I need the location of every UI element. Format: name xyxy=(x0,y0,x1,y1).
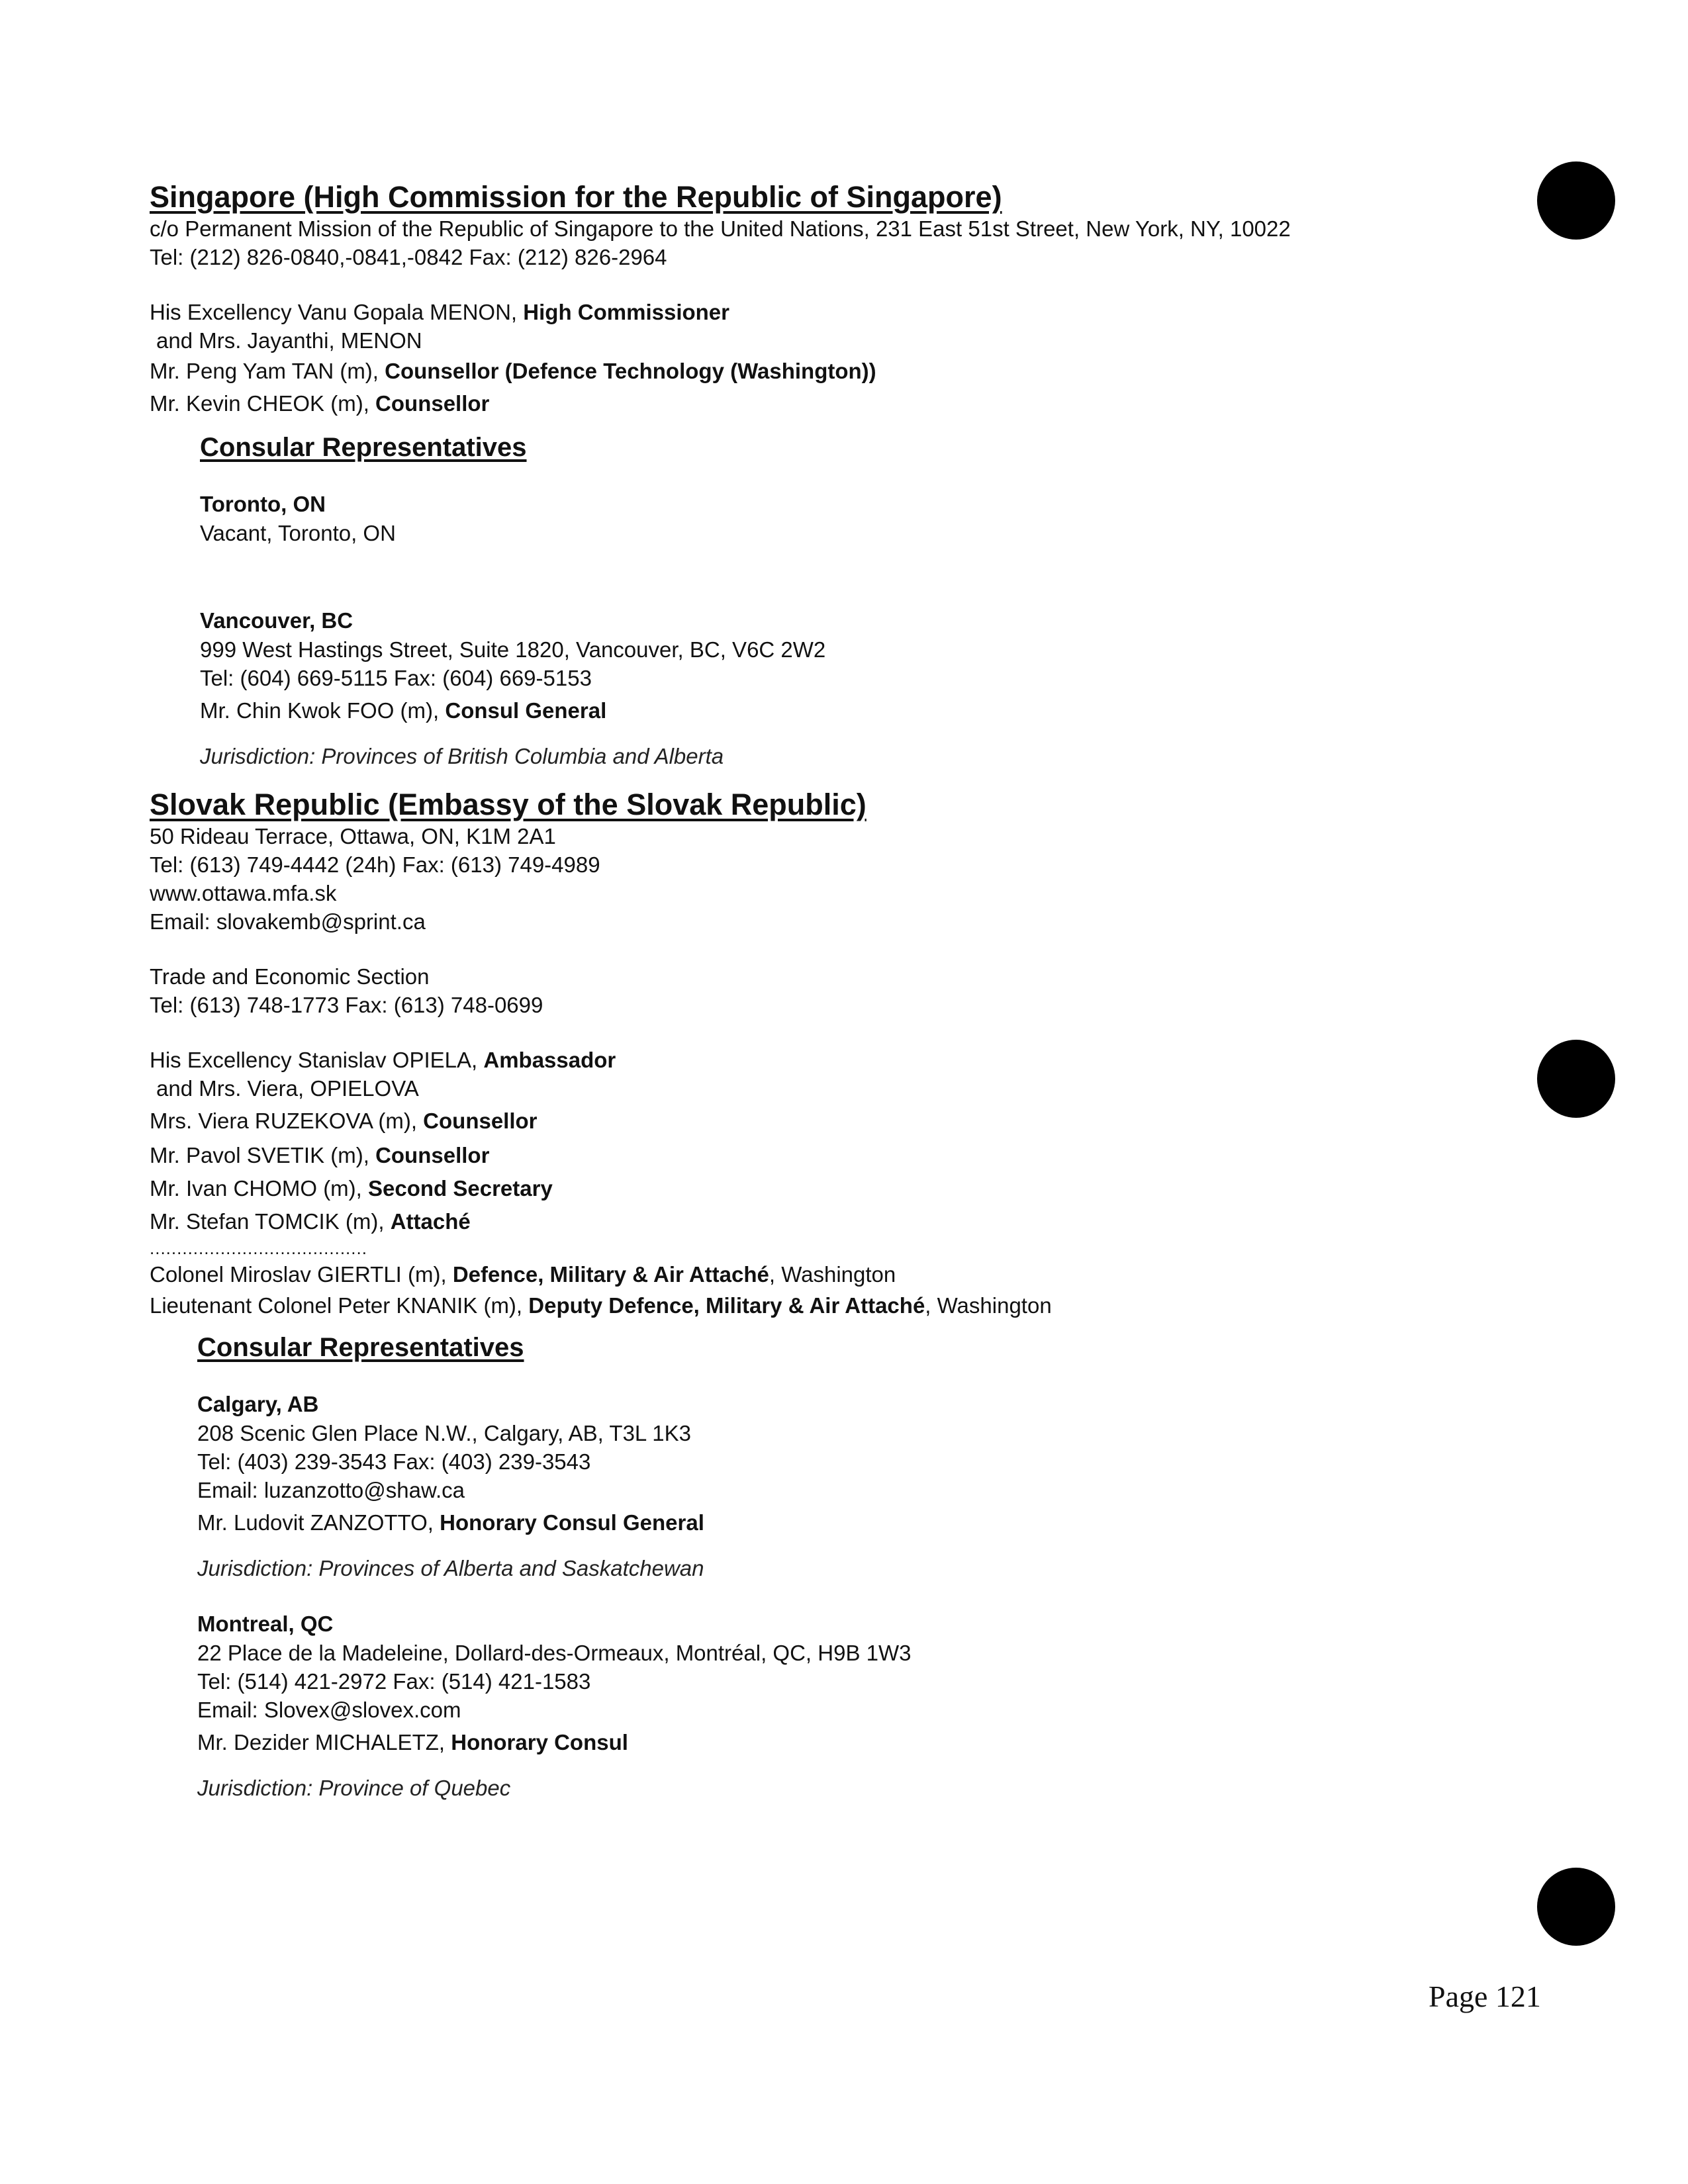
embassy-line: Tel: (613) 749-4442 (24h) Fax: (613) 749-4989 xyxy=(150,852,600,877)
consulate-person: Mr. Dezider MICHALETZ, Honorary Consul xyxy=(197,1730,628,1754)
consulate-jurisdiction: Jurisdiction: Provinces of Alberta and Saskatchewan xyxy=(197,1556,704,1580)
embassy-line: Email: slovakemb@sprint.ca xyxy=(150,909,426,934)
consulate-city: Montreal, QC xyxy=(197,1612,334,1636)
staff-entry: and Mrs. Jayanthi, MENON xyxy=(156,328,422,353)
staff-entry: Mr. Pavol SVETIK (m), Counsellor xyxy=(150,1143,490,1167)
singapore-address: c/o Permanent Mission of the Republic of Singapore to the United Nations, 231 East 51st Street, New York, NY, 10022 xyxy=(150,216,1291,241)
staff-entry: Mr. Stefan TOMCIK (m), Attaché xyxy=(150,1209,471,1234)
consulate-line: Email: Slovex@slovex.com xyxy=(197,1698,461,1722)
embassy-line: 50 Rideau Terrace, Ottawa, ON, K1M 2A1 xyxy=(150,824,556,848)
slovakia-consular-section xyxy=(150,1333,1507,1802)
binder-hole xyxy=(1537,1040,1615,1118)
singapore-staff-list xyxy=(150,298,1507,420)
consulate-city: Vancouver, BC xyxy=(200,608,353,633)
staff-entry: and Mrs. Viera, OPIELOVA xyxy=(156,1076,419,1101)
consulate-line: Tel: (403) 239-3543 Fax: (403) 239-3543 xyxy=(197,1449,591,1474)
staff-entry: Mr. Kevin CHEOK (m), Counsellor xyxy=(150,391,490,416)
binder-hole xyxy=(1537,161,1615,240)
staff-entry: Mr. Peng Yam TAN (m), Counsellor (Defence Technology (Washington)) xyxy=(150,359,876,383)
slovakia-staff-list xyxy=(150,1046,1507,1238)
military-entry: Colonel Miroslav GIERTLI (m), Defence, Military & Air Attaché, Washington xyxy=(150,1262,896,1287)
consulate-jurisdiction: Jurisdiction: Province of Quebec xyxy=(197,1776,511,1800)
staff-entry: His Excellency Stanislav OPIELA, Ambassador xyxy=(150,1048,616,1072)
trade-line: Trade and Economic Section xyxy=(150,964,430,989)
consulate-city: Calgary, AB xyxy=(197,1392,319,1416)
consulate-line: 208 Scenic Glen Place N.W., Calgary, AB, T3L 1K3 xyxy=(197,1421,691,1445)
consulate-line: Vacant, Toronto, ON xyxy=(200,521,396,545)
consulate-line: 999 West Hastings Street, Suite 1820, Vancouver, BC, V6C 2W2 xyxy=(200,637,826,662)
staff-entry: Mr. Ivan CHOMO (m), Second Secretary xyxy=(150,1176,553,1201)
separator-dots: ........................................ xyxy=(150,1238,367,1258)
consulate-city: Toronto, ON xyxy=(200,492,326,516)
singapore-consular-section xyxy=(150,433,1507,770)
trade-line: Tel: (613) 748-1773 Fax: (613) 748-0699 xyxy=(150,993,543,1017)
page-number: Page 121 xyxy=(1429,1979,1541,2013)
consulate-line: 22 Place de la Madeleine, Dollard-des-Ormeaux, Montréal, QC, H9B 1W3 xyxy=(197,1641,912,1665)
consulate-jurisdiction: Jurisdiction: Provinces of British Columbia and Alberta xyxy=(200,744,724,768)
country-heading-slovakia: Slovak Republic (Embassy of the Slovak Republic) xyxy=(150,788,867,821)
consulate-line: Email: luzanzotto@shaw.ca xyxy=(197,1478,465,1502)
singapore-phone: Tel: (212) 826-0840,-0841,-0842 Fax: (212) 826-2964 xyxy=(150,245,667,269)
staff-entry: His Excellency Vanu Gopala MENON, High Commissioner xyxy=(150,300,729,324)
consulate-person: Mr. Ludovit ZANZOTTO, Honorary Consul General xyxy=(197,1510,704,1535)
staff-entry: Mrs. Viera RUZEKOVA (m), Counsellor xyxy=(150,1109,538,1133)
consulate-line: Tel: (514) 421-2972 Fax: (514) 421-1583 xyxy=(197,1669,591,1694)
military-entry: Lieutenant Colonel Peter KNANIK (m), Deputy Defence, Military & Air Attaché, Washington xyxy=(150,1293,1052,1318)
consulate-person: Mr. Chin Kwok FOO (m), Consul General xyxy=(200,698,607,723)
page-content xyxy=(150,180,1507,1802)
binder-hole xyxy=(1537,1868,1615,1946)
embassy-line: www.ottawa.mfa.sk xyxy=(150,881,337,905)
consular-heading: Consular Representatives xyxy=(200,433,527,462)
consular-heading: Consular Representatives xyxy=(197,1333,524,1362)
consulate-line: Tel: (604) 669-5115 Fax: (604) 669-5153 xyxy=(200,666,592,690)
country-heading-singapore: Singapore (High Commission for the Republic of Singapore) xyxy=(150,180,1002,214)
